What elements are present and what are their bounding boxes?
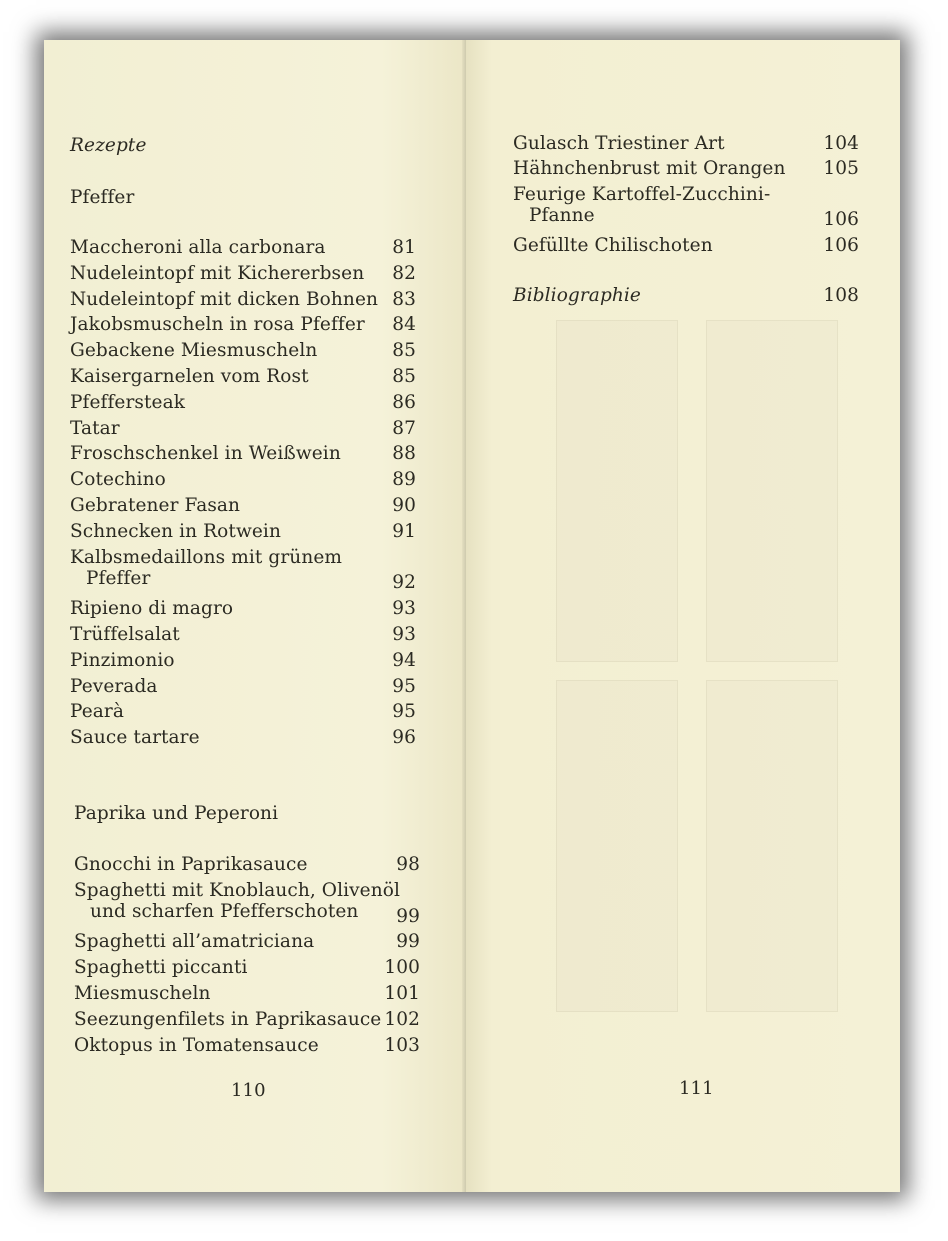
toc-entry — [74, 983, 420, 1004]
toc-entry-page: 84 — [392, 314, 416, 336]
toc-entry-title-continued: und scharfen Pfefferschoten — [90, 900, 359, 922]
toc-entry-title: Oktopus in Tomatensauce — [74, 1034, 319, 1056]
toc-entry-page: 83 — [392, 288, 416, 310]
toc-entry-page: 85 — [392, 340, 416, 362]
toc-entry — [513, 183, 859, 231]
toc-entry-page: 96 — [392, 727, 416, 749]
toc-entry-bibliography — [513, 285, 859, 306]
toc-entry — [70, 598, 416, 619]
toc-entry — [70, 650, 416, 671]
bleed-through-shadow — [556, 680, 678, 1012]
toc-entry-title: Feurige Kartoffel-Zucchini- — [513, 183, 771, 205]
toc-entry-title: Nudeleintopf mit dicken Bohnen — [70, 288, 379, 310]
toc-entry — [70, 418, 416, 439]
toc-entry — [70, 263, 416, 284]
toc-entry-title: Bibliographie — [513, 285, 641, 306]
toc-entry — [70, 624, 416, 645]
toc-entry-title: Tatar — [70, 417, 120, 439]
toc-entry-page: 86 — [392, 391, 416, 413]
toc-entry — [513, 235, 859, 256]
toc-entry-title: Gnocchi in Paprikasauce — [74, 854, 308, 875]
toc-entry — [74, 854, 420, 875]
toc-entry — [70, 495, 416, 516]
toc-entry-page: 108 — [823, 285, 859, 306]
toc-entry-title: Spaghetti mit Knoblauch, Olivenöl — [74, 879, 400, 901]
toc-entry-page: 81 — [392, 237, 416, 258]
toc-entry — [74, 879, 420, 927]
toc-entry — [70, 443, 416, 464]
toc-entry-page: 94 — [392, 649, 416, 671]
toc-entry-title: Seezungenfilets in Paprikasauce — [74, 1008, 382, 1030]
bleed-through-shadow — [706, 320, 838, 662]
toc-entry-title: Ripieno di magro — [70, 598, 234, 620]
toc-entry-title: Sauce tartare — [70, 727, 200, 749]
toc-entry — [74, 1035, 420, 1056]
toc-entry-page: 89 — [392, 469, 416, 491]
toc-entry — [70, 676, 416, 697]
open-book — [44, 40, 900, 1192]
toc-entry-page: 88 — [392, 443, 416, 465]
toc-entry — [70, 366, 416, 387]
toc-entry-title: Cotechino — [70, 469, 166, 491]
toc-entry-page: 82 — [392, 262, 416, 284]
toc-entry — [70, 314, 416, 335]
toc-entry-title: Gebratener Fasan — [70, 495, 241, 516]
toc-entry — [513, 158, 859, 179]
toc-entry — [513, 133, 859, 154]
toc-entry-page: 99 — [396, 905, 420, 927]
toc-entry-title: Nudeleintopf mit Kichererbsen — [70, 262, 365, 284]
toc-entry-page: 95 — [392, 701, 416, 723]
toc-entry-page: 90 — [392, 495, 416, 516]
toc-entry — [70, 727, 416, 748]
toc-entry-title: Jakobsmuscheln in rosa Pfeffer — [70, 314, 365, 336]
toc-entry — [70, 546, 416, 594]
toc-entry — [70, 289, 416, 310]
bleed-through-shadow — [556, 320, 678, 662]
toc-entry-page: 98 — [396, 854, 420, 875]
toc-entry-page: 99 — [396, 931, 420, 953]
toc-entry-page: 91 — [392, 520, 416, 542]
toc-entry-title: Gebackene Miesmuscheln — [70, 340, 318, 362]
toc-entry-title: Spaghetti all’amatriciana — [74, 931, 315, 953]
toc-entry-title: Froschschenkel in Weißwein — [70, 443, 341, 465]
toc-entry-title: Pinzimonio — [70, 649, 175, 671]
toc-entry-page: 102 — [384, 1008, 420, 1030]
toc-entry — [70, 237, 416, 258]
toc-entry-page: 106 — [823, 234, 859, 256]
toc-entry-title: Trüffelsalat — [70, 624, 180, 645]
toc-entry-page: 85 — [392, 366, 416, 387]
toc-entry — [70, 392, 416, 413]
toc-entry — [74, 1009, 420, 1030]
toc-entry-title: Pearà — [70, 701, 124, 723]
toc-entry — [70, 521, 416, 542]
toc-entry-title: Pfeffersteak — [70, 391, 186, 413]
toc-entry-title: Gulasch Triestiner Art — [513, 133, 725, 154]
toc-entry-title: Spaghetti piccanti — [74, 957, 248, 979]
page-number-right: 111 — [679, 1078, 714, 1099]
right-page — [466, 40, 900, 1192]
page-number-left: 110 — [231, 1080, 266, 1101]
toc-entry-title-continued: Pfanne — [529, 204, 595, 226]
toc-entry-title: Hähnchenbrust mit Orangen — [513, 158, 786, 180]
toc-entry-title-continued: Pfeffer — [86, 567, 151, 589]
left-page — [44, 40, 466, 1192]
toc-entry-page: 100 — [384, 957, 420, 979]
toc-entry-page: 93 — [392, 624, 416, 645]
toc-entry-page: 106 — [823, 209, 859, 231]
toc-entry-page: 101 — [384, 983, 420, 1004]
toc-entry-page: 103 — [384, 1034, 420, 1056]
section-title-pfeffer: Pfeffer — [70, 187, 135, 208]
toc-entry-title: Peverada — [70, 675, 158, 697]
toc-entry-page: 93 — [392, 598, 416, 620]
bleed-through-shadow — [706, 680, 838, 1012]
toc-entry-title: Kalbsmedaillons mit grünem — [70, 546, 343, 568]
page-heading: Rezepte — [70, 135, 147, 156]
toc-entry-title: Miesmuscheln — [74, 983, 211, 1004]
toc-entry-page: 104 — [823, 133, 859, 154]
toc-entry — [70, 340, 416, 361]
toc-entry-page: 87 — [392, 417, 416, 439]
toc-entry-title: Gefüllte Chilischoten — [513, 234, 713, 256]
section-title-paprika: Paprika und Peperoni — [74, 803, 279, 824]
toc-entry-title: Schnecken in Rotwein — [70, 520, 281, 542]
toc-entry-title: Kaisergarnelen vom Rost — [70, 366, 309, 387]
toc-entry — [74, 957, 420, 978]
toc-entry-title: Maccheroni alla carbonara — [70, 237, 326, 258]
toc-entry-page: 95 — [392, 675, 416, 697]
toc-entry-page: 92 — [392, 572, 416, 594]
toc-entry-page: 105 — [823, 158, 859, 180]
toc-entry — [74, 931, 420, 952]
toc-entry — [70, 469, 416, 490]
toc-entry — [70, 701, 416, 722]
